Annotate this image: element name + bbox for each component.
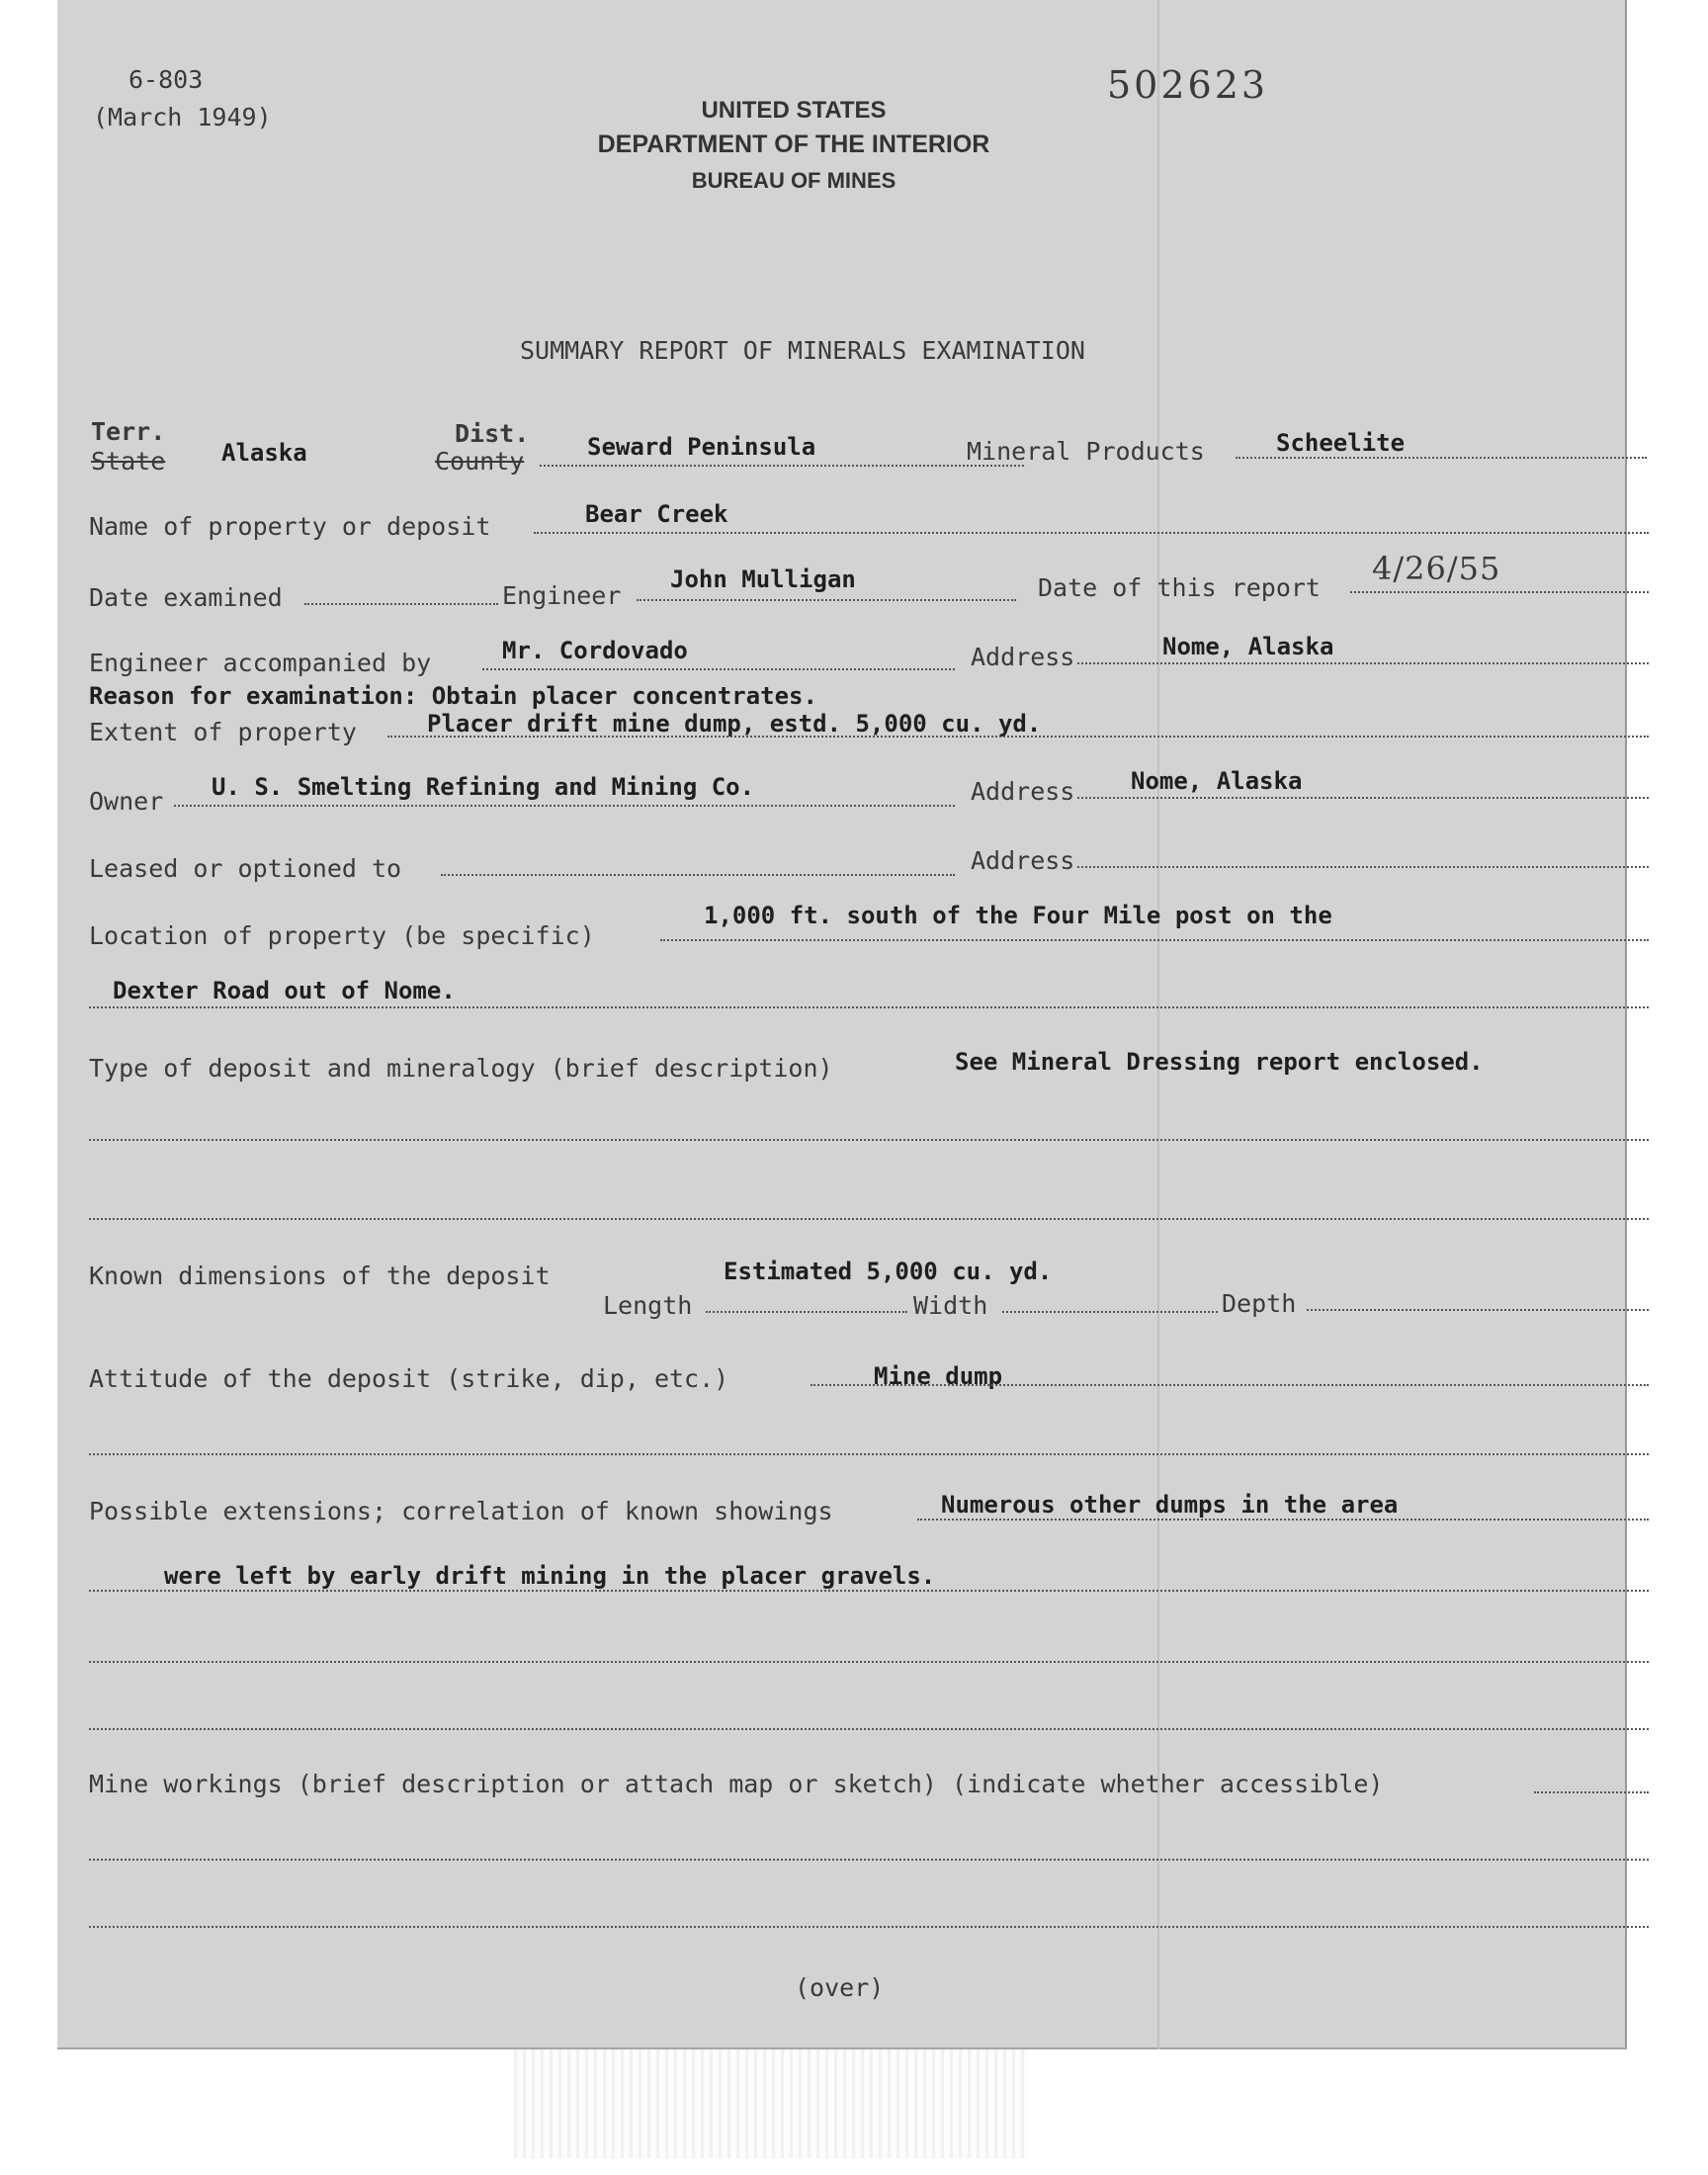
workings-label: Mine workings (brief description or attach map or sketch) (indicate whether accessible): [89, 1770, 1384, 1798]
engineer-label: Engineer: [502, 581, 622, 610]
workings-line3: [89, 1926, 1649, 1928]
extensions-value-line2: were left by early drift mining in the placer gravels.: [164, 1562, 936, 1590]
over-note: (over): [795, 1973, 885, 2002]
leased-address-label: Address: [971, 846, 1075, 875]
location-value-line2: Dexter Road out of Nome.: [113, 977, 456, 1004]
terr-label: Terr.: [91, 417, 166, 446]
mineral-products-label: Mineral Products: [967, 437, 1205, 466]
accompanied-address-value: Nome, Alaska: [1162, 633, 1334, 660]
attitude-label: Attitude of the deposit (strike, dip, etc.): [89, 1364, 729, 1393]
extent-line: [387, 736, 1649, 738]
deposit-type-value: See Mineral Dressing report enclosed.: [955, 1048, 1484, 1076]
attitude-line: [811, 1384, 1649, 1386]
property-name-value: Bear Creek: [585, 500, 728, 528]
owner-line: [174, 805, 955, 807]
deposit-type-line2: [89, 1139, 1649, 1141]
accompanied-address-label: Address: [971, 643, 1075, 671]
extensions-label: Possible extensions; correlation of known showings: [89, 1497, 833, 1525]
form-title: SUMMARY REPORT OF MINERALS EXAMINATION: [520, 336, 1085, 365]
length-label: Length: [603, 1291, 693, 1320]
owner-label: Owner: [89, 787, 164, 816]
length-line: [706, 1311, 907, 1313]
page-fold: [1157, 0, 1159, 2049]
dist-label: Dist.: [455, 419, 530, 448]
width-label: Width: [913, 1291, 988, 1320]
state-label: State: [91, 447, 166, 476]
form-page: [57, 0, 1627, 2049]
deposit-type-line3: [89, 1218, 1649, 1220]
mineral-products-value: Scheelite: [1276, 429, 1406, 457]
engineer-value: John Mulligan: [670, 566, 856, 593]
workings-line2: [89, 1859, 1649, 1861]
date-examined-label: Date examined: [89, 583, 283, 612]
accompanied-by-line: [482, 668, 955, 670]
date-of-report-value: 4/26/55: [1372, 550, 1501, 587]
date-examined-line: [304, 603, 498, 605]
form-revision: (March 1949): [93, 103, 272, 131]
location-line1: [660, 939, 1649, 941]
extensions-line1: [917, 1519, 1649, 1521]
leased-line: [441, 874, 955, 876]
workings-line1: [1534, 1791, 1649, 1793]
leased-label: Leased or optioned to: [89, 854, 402, 883]
accompanied-by-value: Mr. Cordovado: [502, 637, 688, 664]
owner-address-label: Address: [971, 777, 1075, 806]
depth-label: Depth: [1222, 1289, 1297, 1318]
date-of-report-label: Date of this report: [1038, 573, 1321, 602]
county-value: Seward Peninsula: [587, 433, 816, 461]
location-line2: [89, 1006, 1649, 1008]
dimensions-label: Known dimensions of the deposit: [89, 1262, 551, 1290]
owner-value: U. S. Smelting Refining and Mining Co.: [212, 773, 755, 801]
extensions-value-line1: Numerous other dumps in the area: [941, 1491, 1399, 1519]
date-of-report-line: [1350, 591, 1649, 593]
extensions-line4: [89, 1728, 1649, 1730]
header-line3: BUREAU OF MINES: [691, 168, 897, 193]
owner-address-line: [1077, 797, 1649, 799]
accompanied-by-label: Engineer accompanied by: [89, 649, 432, 677]
reason-value: Reason for examination: Obtain placer concentrates.: [89, 682, 817, 710]
state-value: Alaska: [221, 439, 307, 467]
extent-label: Extent of property: [89, 718, 357, 746]
county-line: [540, 465, 1024, 467]
property-name-line: [534, 532, 1649, 534]
location-value-line1: 1,000 ft. south of the Four Mile post on the: [704, 902, 1332, 929]
extensions-line3: [89, 1661, 1649, 1663]
width-line: [1002, 1311, 1218, 1313]
serial-number: 502623: [1107, 63, 1269, 107]
attitude-value: Mine dump: [874, 1362, 1003, 1390]
engineer-line: [637, 599, 1016, 601]
header-line1: UNITED STATES: [701, 97, 887, 124]
leased-address-line: [1077, 866, 1649, 868]
scan-streak: [514, 2049, 1028, 2158]
attitude-line2: [89, 1453, 1649, 1455]
mineral-products-line: [1236, 457, 1647, 459]
form-number: 6-803: [128, 65, 204, 94]
accompanied-address-line: [1077, 662, 1649, 664]
location-label: Location of property (be specific): [89, 921, 595, 950]
header-line2: DEPARTMENT OF THE INTERIOR: [597, 130, 990, 158]
county-label: County: [435, 447, 525, 476]
depth-line: [1307, 1309, 1649, 1311]
dimensions-value: Estimated 5,000 cu. yd.: [724, 1258, 1053, 1285]
owner-address-value: Nome, Alaska: [1131, 767, 1303, 795]
extent-value: Placer drift mine dump, estd. 5,000 cu. yd.: [427, 710, 1042, 738]
property-name-label: Name of property or deposit: [89, 512, 491, 541]
extensions-line2: [89, 1590, 1649, 1592]
deposit-type-label: Type of deposit and mineralogy (brief description): [89, 1054, 833, 1083]
